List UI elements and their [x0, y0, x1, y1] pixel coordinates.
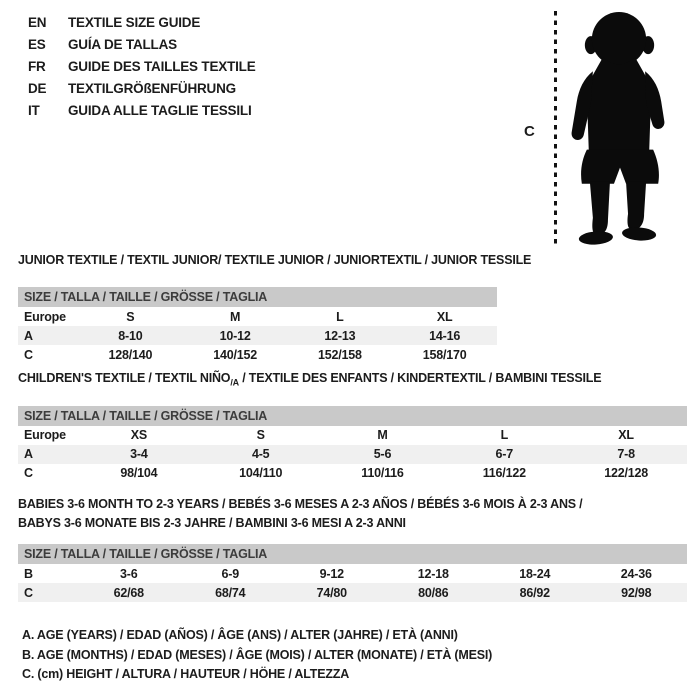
footnote-a: A. AGE (YEARS) / EDAD (AÑOS) / ÂGE (ANS) / ALTER (JAHRE) / ETÀ (ANNI) — [22, 628, 458, 642]
size-header-text: SIZE / TALLA / TAILLE / GRÖSSE / TAGLIA — [24, 408, 268, 423]
size-cell: L — [336, 309, 344, 324]
height-cell: 140/152 — [213, 347, 258, 362]
height-cell: 128/140 — [108, 347, 153, 362]
title-part: CHILDREN'S TEXTILE / TEXTIL NIÑO — [18, 371, 231, 385]
height-cell: 80/86 — [418, 585, 449, 600]
table-title — [18, 495, 687, 533]
table-title-line1: BABIES 3-6 MONTH TO 2-3 YEARS / BEBÉS 3-6 MESES A 2-3 AÑOS / BÉBÉS 3-6 MOIS À 2-3 ANS / — [18, 497, 583, 511]
age-cell: 14-16 — [429, 328, 461, 343]
row-label: B — [24, 566, 33, 581]
table-row-height — [18, 583, 687, 602]
months-cell: 24-36 — [620, 566, 652, 581]
age-cell: 7-8 — [617, 447, 635, 461]
lang-title: GUIDA ALLE TAGLIE TESSILI — [68, 103, 252, 118]
size-cell: M — [230, 309, 241, 324]
height-cell: 116/122 — [482, 466, 526, 480]
lang-title: TEXTILGRÖßENFÜHRUNG — [68, 81, 236, 96]
age-cell: 5-6 — [373, 447, 392, 461]
lang-code: FR — [28, 59, 46, 74]
lang-code: DE — [28, 81, 47, 96]
lang-code: EN — [28, 15, 47, 30]
table-title-line2: BABYS 3-6 MONATE BIS 2-3 JAHRE / BAMBINI 3-6 MESI A 2-3 ANNI — [18, 516, 406, 530]
measure-c-label: C — [524, 123, 535, 140]
age-cell: 12-13 — [324, 328, 356, 343]
language-title-list — [28, 12, 256, 122]
height-measure-figure — [522, 11, 698, 247]
lang-code: ES — [28, 37, 46, 52]
size-cell: L — [500, 428, 508, 442]
size-cell: XL — [436, 309, 453, 324]
height-dashed-line — [554, 11, 557, 245]
height-cell: 122/128 — [604, 466, 648, 480]
childrens-textile-table — [18, 369, 687, 483]
age-cell: 8-10 — [118, 328, 143, 343]
row-label: C — [24, 585, 33, 600]
legend-footnotes — [22, 626, 492, 685]
lang-row-de — [28, 78, 256, 100]
title-subscript: /A — [230, 377, 239, 388]
lang-title: GUÍA DE TALLAS — [68, 37, 177, 52]
row-label: C — [24, 347, 33, 362]
footnote-c: C. (cm) HEIGHT / ALTURA / HAUTEUR / HÖHE / ALTEZZA — [22, 667, 350, 681]
lang-row-it — [28, 100, 256, 122]
months-cell: 3-6 — [120, 566, 138, 581]
table-row-europe — [18, 426, 687, 445]
height-cell: 152/158 — [317, 347, 362, 362]
size-cell: M — [377, 428, 388, 442]
table-row-height — [18, 345, 497, 364]
age-cell: 3-4 — [130, 447, 148, 461]
months-cell: 9-12 — [319, 566, 344, 581]
size-cell: S — [126, 309, 135, 324]
junior-textile-table — [18, 251, 532, 364]
lang-row-en — [28, 12, 256, 34]
lang-title: GUIDE DES TAILLES TEXTILE — [68, 59, 256, 74]
age-cell: 10-12 — [219, 328, 251, 343]
title-part: / TEXTILE DES ENFANTS / KINDERTEXTIL / BAMBINI TESSILE — [238, 371, 602, 385]
age-cell: 4-5 — [251, 447, 270, 461]
size-cell: XL — [618, 428, 634, 442]
height-cell: 110/116 — [361, 466, 404, 480]
size-cell: S — [256, 428, 265, 442]
row-label: A — [24, 328, 33, 343]
table-title: JUNIOR TEXTILE / TEXTIL JUNIOR/ TEXTILE JUNIOR / JUNIORTEXTIL / JUNIOR TESSILE — [18, 253, 532, 267]
row-label: C — [24, 466, 33, 480]
table-row-months — [18, 564, 687, 583]
lang-title: TEXTILE SIZE GUIDE — [68, 15, 201, 30]
lang-row-es — [28, 34, 256, 56]
row-label: Europe — [24, 428, 66, 442]
lang-code: IT — [28, 103, 40, 118]
table-title — [18, 369, 687, 393]
table-row-age — [18, 445, 687, 464]
size-header-bar — [18, 406, 687, 426]
height-cell: 86/92 — [519, 585, 550, 600]
table-row-europe — [18, 307, 497, 326]
size-header-bar — [18, 287, 497, 307]
table-row-age — [18, 326, 497, 345]
size-header-text: SIZE / TALLA / TAILLE / GRÖSSE / TAGLIA — [24, 547, 268, 561]
footnote-b: B. AGE (MONTHS) / EDAD (MESES) / ÂGE (MOIS) / ALTER (MONATE) / ETÀ (MESI) — [22, 647, 493, 662]
size-header-bar — [18, 544, 687, 564]
babies-textile-table — [18, 495, 687, 602]
size-cell: XS — [130, 428, 148, 442]
height-cell: 62/68 — [113, 585, 144, 600]
height-cell: 158/170 — [422, 347, 467, 362]
height-cell: 68/74 — [215, 585, 246, 600]
toddler-silhouette-icon — [564, 11, 676, 245]
months-cell: 6-9 — [221, 566, 239, 581]
height-cell: 98/104 — [120, 466, 158, 480]
row-label: Europe — [24, 309, 66, 324]
months-cell: 12-18 — [417, 566, 449, 581]
height-cell: 74/80 — [316, 585, 347, 600]
size-header-text: SIZE / TALLA / TAILLE / GRÖSSE / TAGLIA — [24, 290, 268, 304]
height-cell: 92/98 — [621, 585, 652, 600]
table-row-height — [18, 464, 687, 483]
age-cell: 6-7 — [495, 447, 514, 461]
months-cell: 18-24 — [519, 566, 551, 581]
row-label: A — [24, 447, 33, 461]
lang-row-fr — [28, 56, 256, 78]
height-cell: 104/110 — [239, 466, 283, 480]
